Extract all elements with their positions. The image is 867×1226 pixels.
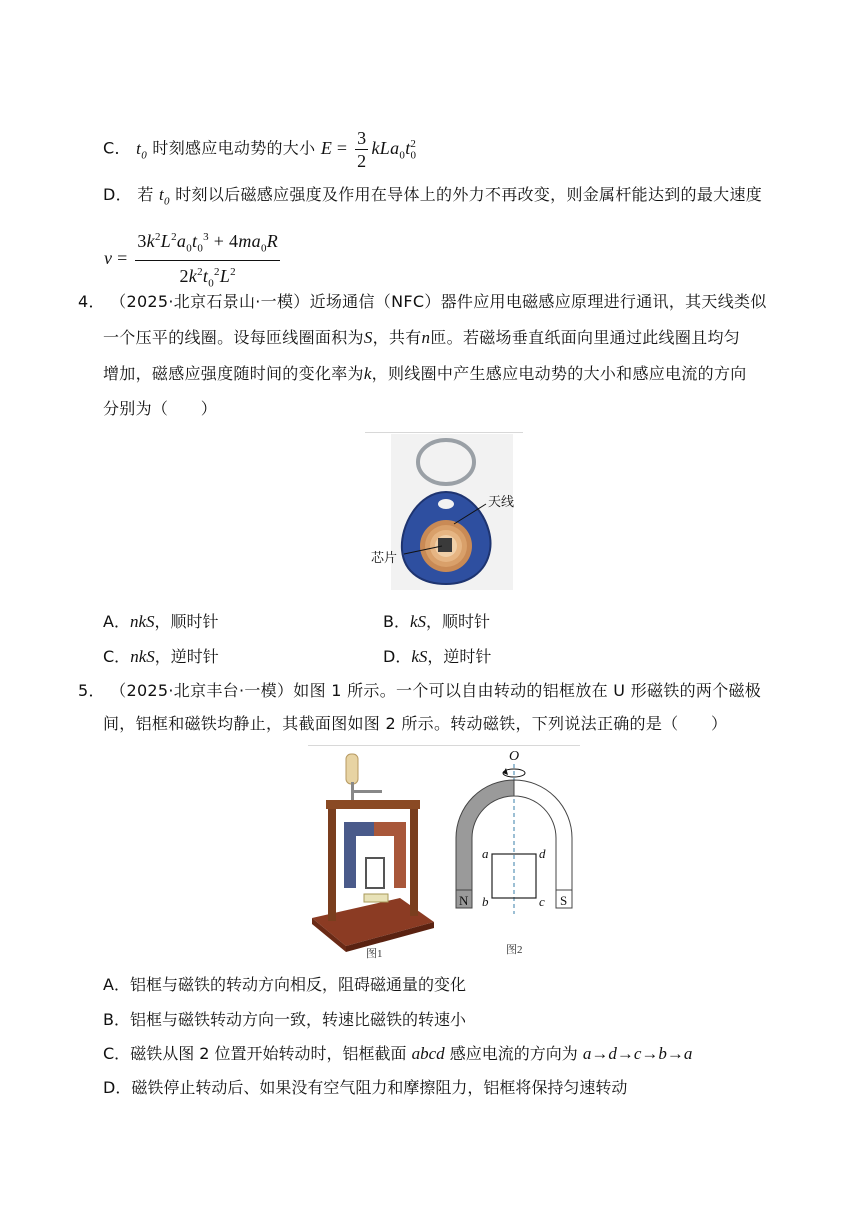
label-d: d (539, 846, 546, 861)
label-O: O (509, 749, 520, 764)
math-t0: $t_0$ (159, 185, 170, 208)
math-t0: $t_0$ (136, 138, 148, 162)
q4-option-d: D．kS，逆时针 (383, 647, 492, 666)
q5-line-2: 间，铝框和磁铁均静止，其截面图如图 2 所示。转动磁铁，下列说法正确的是（ ） (103, 714, 728, 733)
option-label: C． (103, 138, 131, 158)
q4-option-c: C．nkS，逆时针 (103, 647, 219, 666)
fig1-caption: 图1 (366, 948, 383, 960)
q5-line-1: 5． （2025·北京丰台·一模）如图 1 所示。一个可以自由转动的铝框放在 U 形磁铁的两个磁极 (78, 681, 762, 700)
label-c: c (539, 894, 545, 909)
figure-2-cross-section (448, 748, 580, 958)
question-source: （2025·北京石景山·一模） (110, 292, 310, 311)
figure-rule (365, 432, 523, 433)
q4-line-1: 4． （2025·北京石景山·一模）近场通信（NFC）器件应用电磁感应原理进行通讯，其天线类似 (78, 292, 767, 311)
fraction-v: $\frac{3k^2L^2a_0t_0^3 + 4ma_0R}{2k^2t_0^2L^2}$ (135, 226, 280, 294)
formula-v: v = $\frac{3k^2L^2a_0t_0^3 + 4ma_0R}{2k^2t_0^2L^2}$ (104, 226, 283, 294)
label-N: N (459, 893, 469, 908)
q5-option-b: B．铝框与磁铁转动方向一致，转速比磁铁的转速小 (103, 1010, 466, 1029)
option-text: 时刻以后磁感应强度及作用在导体上的外力不再改变，则金属杆能达到的最大速度 (175, 185, 763, 204)
q5-option-a: A．铝框与磁铁的转动方向相反，阻碍磁通量的变化 (103, 975, 466, 994)
fig2-caption: 图2 (506, 944, 523, 956)
q4-line-3: 增加，磁感应强度随时间的变化率为k，则线圈中产生感应电动势的大小和感应电流的方向 (103, 364, 747, 383)
label-S: S (560, 893, 568, 908)
formula-E: E = $\frac{3}{2}$ $kLa_0t_0^2$ (320, 128, 417, 171)
q5-option-c: C．磁铁从图 2 位置开始转动时，铝框截面 abcd 感应电流的方向为 a→d→c→b→a (103, 1044, 693, 1063)
option-text: 时刻感应电动势的大小 (152, 138, 316, 158)
question-number: 5． (78, 681, 105, 700)
label-antenna: 天线 (488, 494, 515, 509)
q3-option-d (103, 184, 762, 212)
question-source: （2025·北京丰台·一模） (110, 681, 294, 700)
label-a: a (482, 846, 489, 861)
nfc-keychain-figure (366, 434, 524, 592)
label-chip: 芯片 (371, 550, 398, 565)
q5-option-d: D．磁铁停止转动后、如果没有空气阻力和摩擦阻力，铝框将保持匀速转动 (103, 1078, 628, 1097)
q4-line-4: 分别为（ ） (103, 399, 218, 418)
q4-option-b: B．kS，顺时针 (383, 612, 491, 631)
fraction-3-2: $\frac{3}{2}$ (357, 128, 367, 171)
figure-rule (308, 745, 580, 746)
figure-1-magnet-apparatus (308, 750, 438, 960)
q4-option-a: A．nkS，顺时针 (103, 612, 219, 631)
q3-option-c (103, 127, 416, 172)
question-number: 4． (78, 292, 105, 311)
option-prefix: 若 (137, 185, 154, 204)
q4-line-2: 一个压平的线圈。设每匝线圈面积为S，共有n匝。若磁场垂直纸面向里通过此线圈且均匀 (103, 328, 741, 347)
option-label: D． (103, 185, 132, 204)
label-b: b (482, 894, 489, 909)
